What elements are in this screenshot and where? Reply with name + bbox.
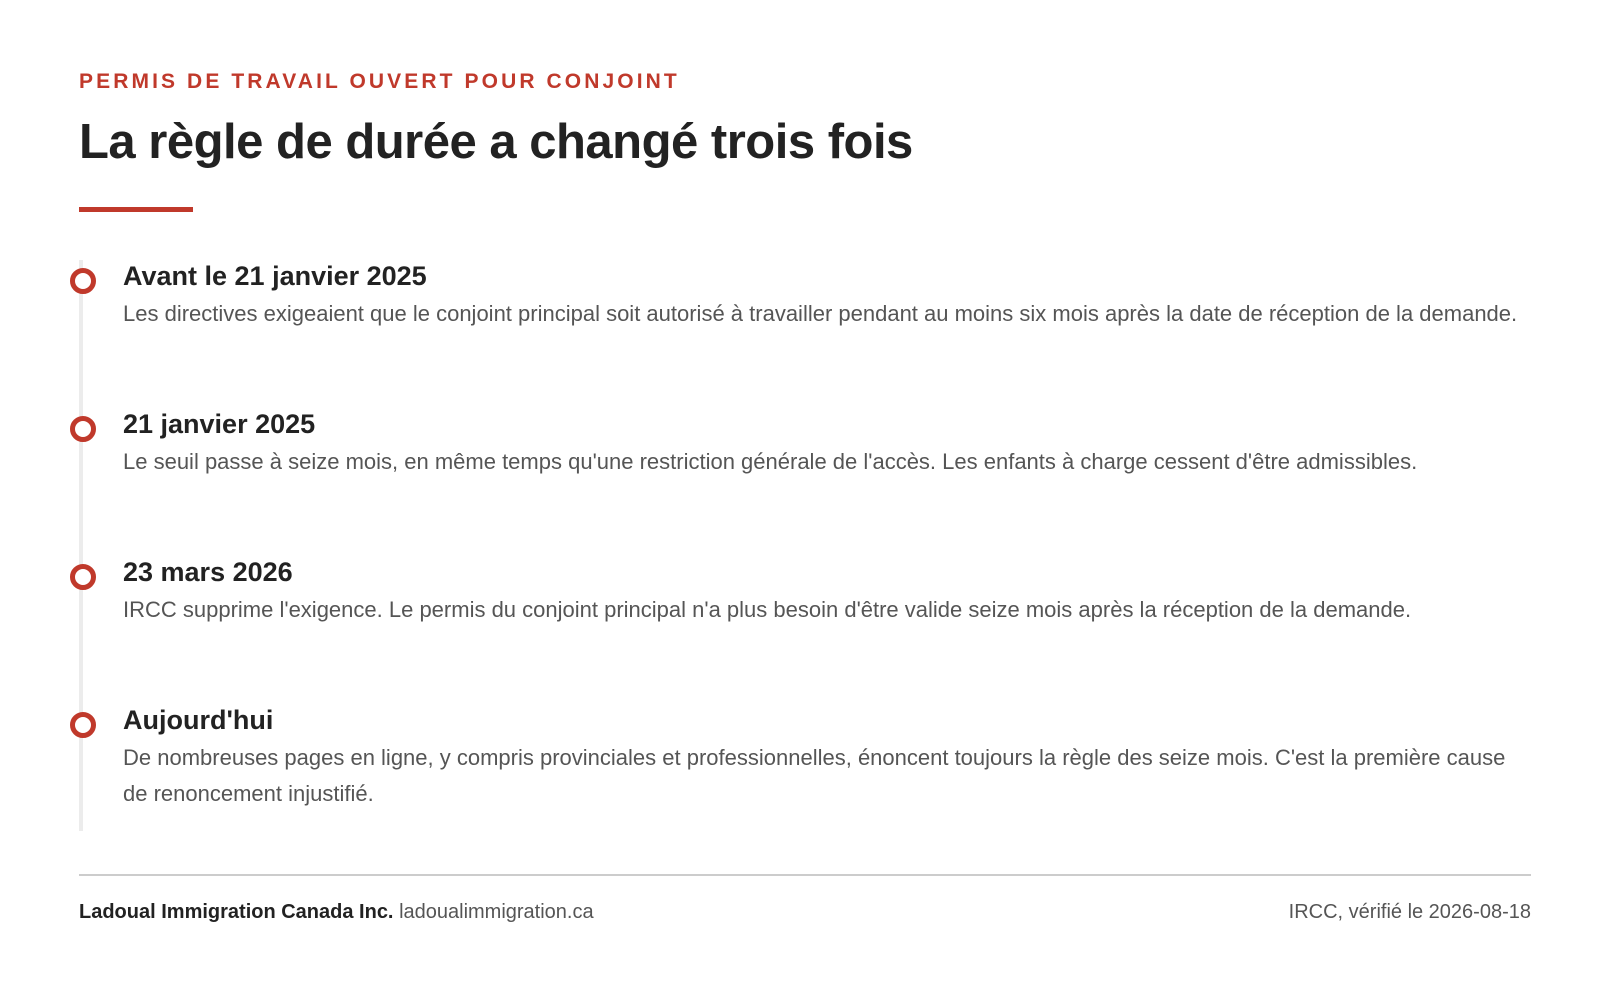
page <box>79 0 1531 987</box>
timeline-dot-icon <box>70 564 96 590</box>
footer-website-link[interactable]: ladoualimmigration.ca <box>399 901 594 923</box>
event-description: Les directives exigeaient que le conjoint principal soit autorisé à travailler pendant au moins six mois après la date de réception de la demande. <box>123 301 1518 326</box>
event-description: Le seuil passe à seize mois, en même temps qu'une restriction générale de l'accès. Les enfants à charge cessent d'être admissibles. <box>123 449 1418 474</box>
eyebrow-label: PERMIS DE TRAVAIL OUVERT POUR CONJOINT <box>79 70 680 93</box>
event-date: 21 janvier 2025 <box>123 409 316 439</box>
event-description: IRCC supprime l'exigence. Le permis du conjoint principal n'a plus besoin d'être valide seize mois après la réception de la demande. <box>123 597 1412 622</box>
footer-source: IRCC, vérifié le 2026-08-18 <box>1288 901 1531 923</box>
event-date: 23 mars 2026 <box>123 557 293 587</box>
timeline-line <box>79 260 83 831</box>
timeline-dot-icon <box>70 712 96 738</box>
event-date: Aujourd'hui <box>123 705 274 735</box>
event-date: Avant le 21 janvier 2025 <box>123 261 427 291</box>
footer-company: Ladoual Immigration Canada Inc. <box>79 901 394 923</box>
footer-divider <box>79 874 1531 876</box>
timeline-dot-icon <box>70 268 96 294</box>
page-title: La règle de durée a changé trois fois <box>79 115 913 169</box>
footer-attribution <box>79 901 594 924</box>
timeline-dot-icon <box>70 416 96 442</box>
title-accent-rule <box>79 207 193 212</box>
event-description: De nombreuses pages en ligne, y compris provinciales et professionnelles, énoncent toujours la règle des seize mois. C'est la première cause de renoncement injustifié. <box>123 745 1506 806</box>
